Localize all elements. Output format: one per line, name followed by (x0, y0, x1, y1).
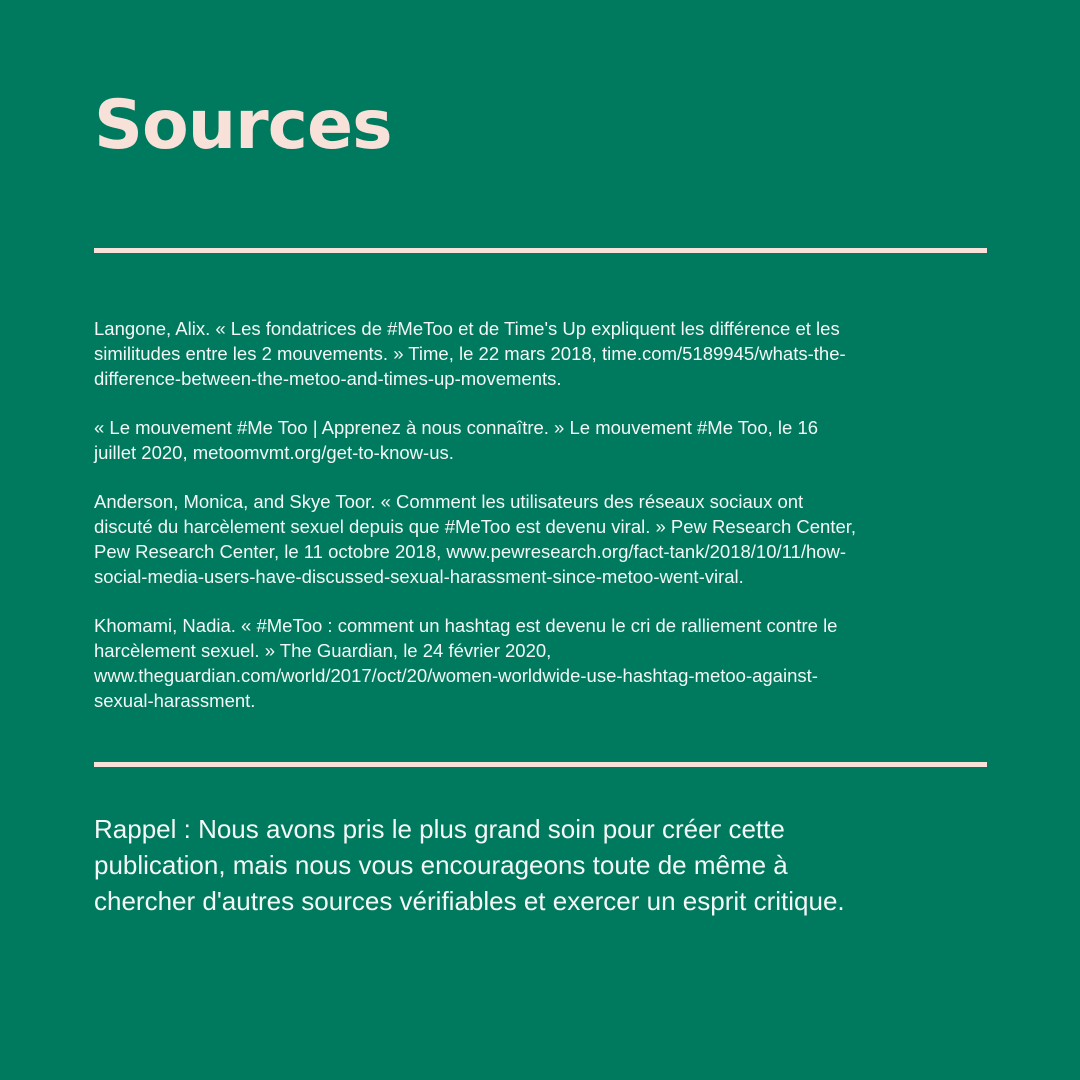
reminder-note: Rappel : Nous avons pris le plus grand soin pour créer cette publication, mais nous vous encourageons toute de même à chercher d'autres sources vérifiables et exercer un esprit critique. (94, 814, 845, 916)
source-entry-langone: Langone, Alix. « Les fondatrices de #MeToo et de Time's Up expliquent les différence et les similitudes entre les 2 mouvements. » Time, le 22 mars 2018, time.com/5189945/whats-the- difference-between-the-metoo-and-times-up-movements. (94, 318, 846, 389)
bottom-divider (94, 762, 987, 767)
source-entry-metoo-movement: « Le mouvement #Me Too | Apprenez à nous connaître. » Le mouvement #Me Too, le 16 juillet 2020, metoomvmt.org/get-to-know-us. (94, 417, 819, 463)
source-entry-guardian: Khomami, Nadia. « #MeToo : comment un hashtag est devenu le cri de ralliement contre le harcèlement sexuel. » The Guardian, le 24 février 2020, www.theguardian.com/world/2017/oct/20/women-worldwide-use-hashtag-metoo-against- sexual-harassment. (94, 615, 838, 711)
sources-list (94, 316, 994, 737)
top-divider (94, 248, 987, 253)
source-entry-pew-research: Anderson, Monica, and Skye Toor. « Comment les utilisateurs des réseaux sociaux ont discuté du harcèlement sexuel depuis que #MeToo est devenu viral. » Pew Research Center, Pew Research Center, le 11 octobre 2018, www.pewresearch.org/fact-tank/2018/10/11/how- social-media-users-have-discussed-sexual-harassment-since-metoo-went-viral. (94, 491, 857, 587)
page-title: Sources (94, 86, 392, 165)
